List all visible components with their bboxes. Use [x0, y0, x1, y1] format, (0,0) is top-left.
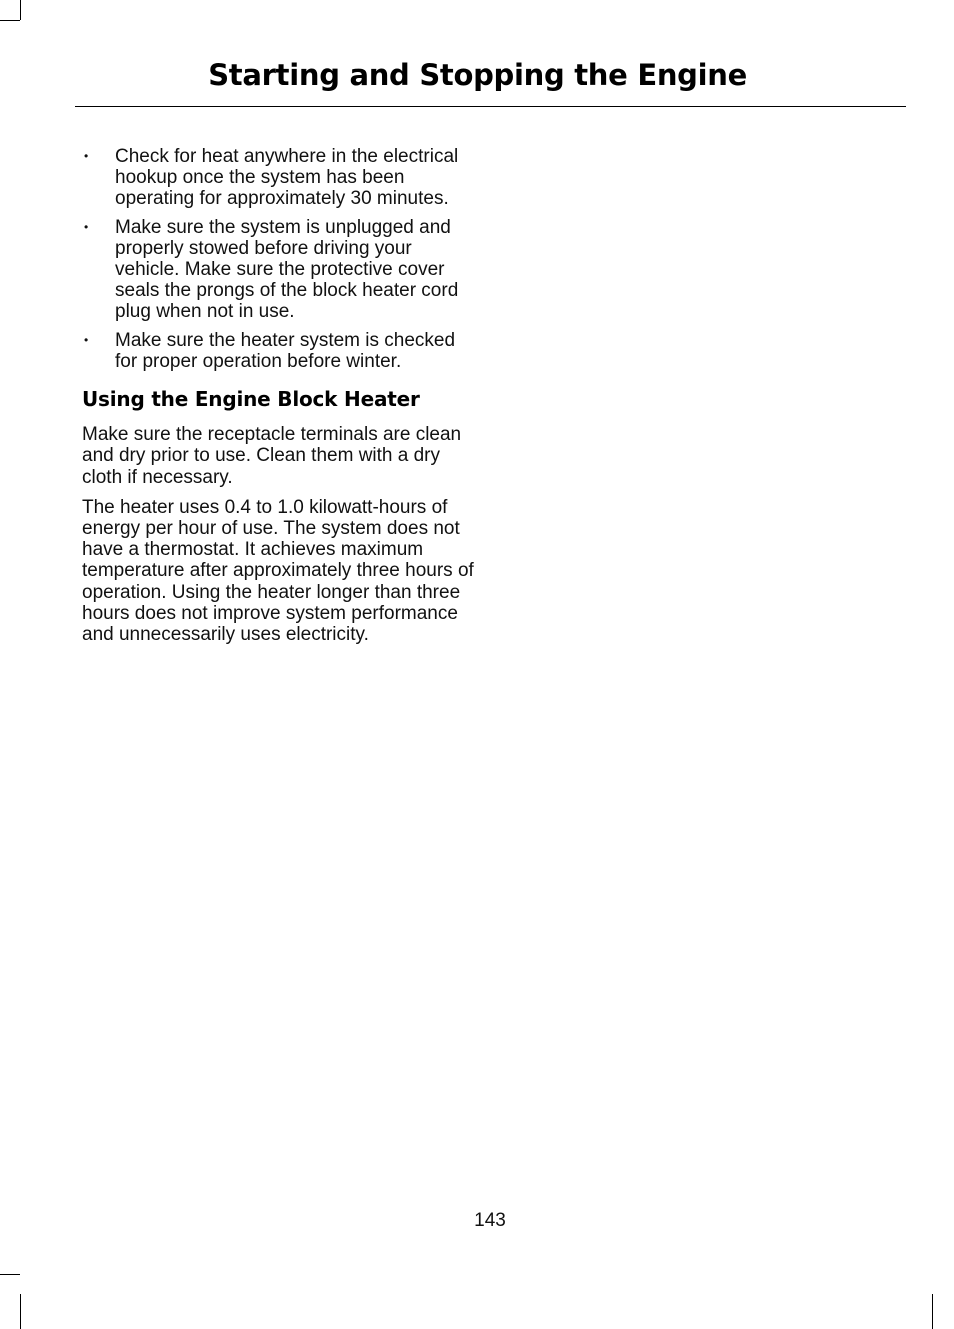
- bullet-icon: •: [84, 332, 89, 347]
- content-column: [82, 146, 474, 654]
- list-item: [82, 217, 474, 323]
- crop-mark: [20, 1294, 21, 1329]
- crop-mark: [932, 1294, 933, 1329]
- title-divider: [75, 106, 906, 107]
- bullet-icon: •: [84, 219, 89, 234]
- list-item-text: Make sure the system is unplugged and properly stowed before driving your vehicle. Make sure the protective cover seals the prongs of the block heater cord plug when not in use.: [115, 216, 459, 323]
- crop-mark: [0, 20, 20, 21]
- paragraph: The heater uses 0.4 to 1.0 kilowatt-hours of energy per hour of use. The system does not have a thermostat. It achieves maximum temperature after approximately three hours of operation. Using the heater longer than three hours does not improve system performance and unnecessarily uses electricity.: [82, 496, 474, 646]
- paragraph: Make sure the receptacle terminals are clean and dry prior to use. Clean them with a dry cloth if necessary.: [82, 424, 462, 488]
- bullet-icon: •: [84, 149, 89, 163]
- page-number: 143: [474, 1210, 506, 1231]
- list-item-text: Make sure the heater system is checked for proper operation before winter.: [115, 329, 456, 372]
- list-item-text: Check for heat anywhere in the electrical hookup once the system has been operating for approximately 30 minutes.: [115, 146, 459, 210]
- crop-mark: [20, 0, 21, 20]
- page-title: Starting and Stopping the Engine: [208, 58, 747, 92]
- list-item: [82, 330, 474, 372]
- section-heading: Using the Engine Block Heater: [82, 387, 420, 412]
- bullet-list: [82, 146, 474, 372]
- crop-mark: [0, 1274, 20, 1275]
- list-item: [82, 146, 474, 210]
